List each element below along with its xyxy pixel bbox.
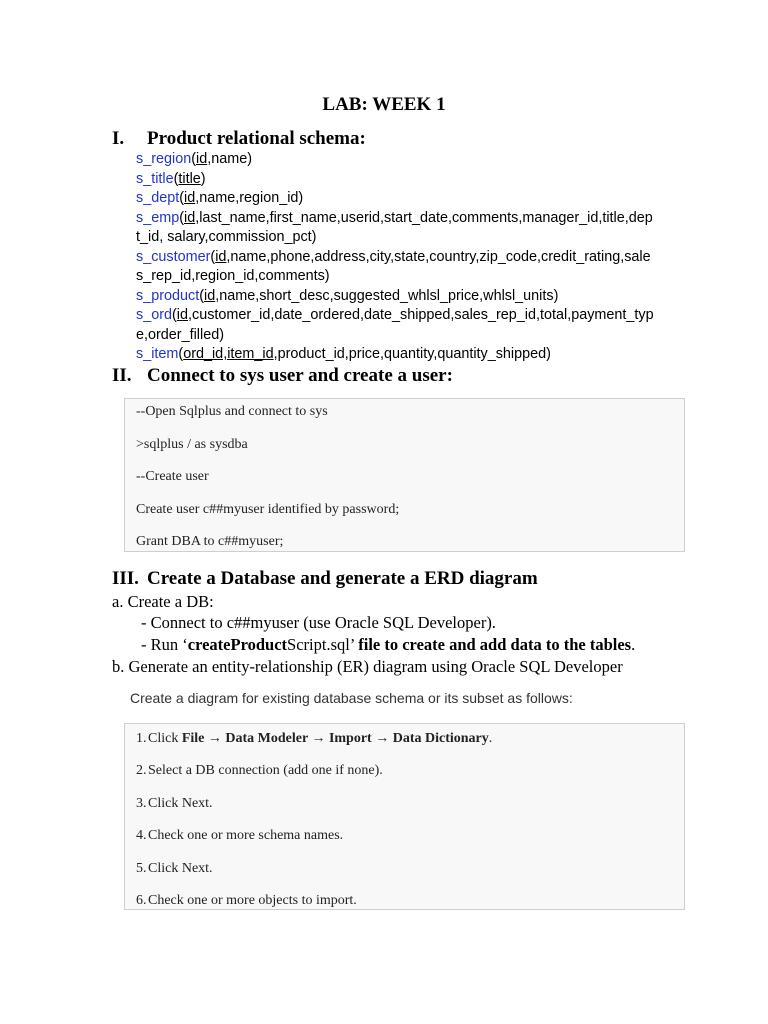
diagram-note: Create a diagram for existing database schema or its subset as follows: xyxy=(130,690,573,706)
step-text: Click Next. xyxy=(148,861,213,876)
columns: ,last_name,first_name,userid,start_date,comments,manager_id,title,dep xyxy=(195,209,653,226)
primary-key: ord_id,item_id xyxy=(183,346,274,362)
step-a2-prefix: - Run ‘ xyxy=(141,635,188,654)
code-line: >sqlplus / as sysdba xyxy=(136,437,248,452)
primary-key: id xyxy=(176,307,188,323)
section-heading-1 xyxy=(112,128,366,150)
section-title: Create a Database and generate a ERD diagram xyxy=(147,568,538,589)
schema-line-s-item: s_item(ord_id,item_id,product_id,price,quantity,quantity_shipped) xyxy=(136,346,551,362)
step-number: 3. xyxy=(136,796,147,811)
primary-key: id xyxy=(204,287,216,304)
section-title: Connect to sys user and create a user: xyxy=(147,365,453,386)
table-name: s_product xyxy=(136,287,200,304)
step-text: Check one or more objects to import. xyxy=(148,893,357,908)
section-number: III. xyxy=(112,568,139,589)
schema-line-continuation: s_rep_id,region_id,comments) xyxy=(136,268,330,284)
section-number: II. xyxy=(112,365,132,386)
columns: ,name) xyxy=(207,151,252,167)
table-name: s_dept xyxy=(136,190,180,206)
schema-line-s-customer: s_customer(id,name,phone,address,city,state,country,zip_code,credit_rating,sale xyxy=(136,248,651,265)
schema-line-s-ord: s_ord(id,customer_id,date_ordered,date_shipped,sales_rep_id,total,payment_typ xyxy=(136,307,654,323)
schema-line-s-region: s_region(id,name) xyxy=(136,151,252,167)
columns: ,name,phone,address,city,state,country,zip_code,credit_rating,sale xyxy=(226,248,651,265)
steps-box xyxy=(124,723,685,910)
step-a2 xyxy=(141,635,635,655)
page-title: LAB: WEEK 1 xyxy=(322,94,446,115)
step-suffix: . xyxy=(488,731,493,746)
table-name: s_emp xyxy=(136,209,180,226)
step-a-label: a. Create a DB: xyxy=(112,592,214,611)
primary-key: id xyxy=(184,209,196,226)
code-line: Grant DBA to c##myuser; xyxy=(136,534,284,549)
table-name: s_title xyxy=(136,170,174,187)
step-text: Click xyxy=(148,731,182,746)
step-a2-end: . xyxy=(631,635,636,654)
step-text: Click Next. xyxy=(148,796,213,811)
step-line-2 xyxy=(136,763,383,779)
step-b-label: b. Generate an entity-relationship (ER) diagram using Oracle SQL Developer xyxy=(112,657,623,676)
table-name: s_region xyxy=(136,151,192,167)
step-number: 4. xyxy=(136,828,147,843)
step-line-4 xyxy=(136,828,343,844)
table-name: s_ord xyxy=(136,307,172,323)
menu-path-bold: File → Data Modeler → Import → Data Dictionary xyxy=(181,731,489,746)
code-line: --Open Sqlplus and connect to sys xyxy=(136,404,328,419)
schema-line-s-title: s_title(title) xyxy=(136,170,206,187)
table-name: s_customer xyxy=(136,248,211,265)
step-a2-mid: Script.sql’ xyxy=(287,635,359,654)
schema-list xyxy=(136,150,681,365)
columns: ,name,region_id) xyxy=(195,190,304,206)
script-name-bold: createProduct xyxy=(187,635,288,654)
columns: ,name,short_desc,suggested_whlsl_price,whlsl_units) xyxy=(215,287,559,304)
columns: ,customer_id,date_ordered,date_shipped,sales_rep_id,total,payment_typ xyxy=(188,307,654,323)
schema-line-s-dept: s_dept(id,name,region_id) xyxy=(136,190,304,206)
step-a1: - Connect to c##myuser (use Oracle SQL Developer). xyxy=(141,613,496,632)
section-heading-3 xyxy=(112,568,538,590)
step-number: 1. xyxy=(136,731,147,746)
primary-key: title xyxy=(178,170,201,187)
section-title: Product relational schema: xyxy=(147,128,366,149)
primary-key: id xyxy=(184,190,196,206)
columns: ,product_id,price,quantity,quantity_shipped) xyxy=(273,346,551,362)
schema-line-s-product: s_product(id,name,short_desc,suggested_whlsl_price,whlsl_units) xyxy=(136,287,559,304)
step-text: Select a DB connection (add one if none). xyxy=(148,763,383,778)
primary-key: id xyxy=(196,151,208,167)
code-line: --Create user xyxy=(136,469,209,484)
step-line-3 xyxy=(136,796,213,812)
schema-line-continuation: t_id, salary,commission_pct) xyxy=(136,229,317,245)
table-name: s_item xyxy=(136,346,179,362)
step-number: 2. xyxy=(136,763,147,778)
columns: ) xyxy=(200,170,206,187)
step-number: 5. xyxy=(136,861,147,876)
step-line-1 xyxy=(136,731,492,747)
schema-line-s-emp: s_emp(id,last_name,first_name,userid,start_date,comments,manager_id,title,dep xyxy=(136,209,653,226)
step-line-5 xyxy=(136,861,213,877)
step-number: 6. xyxy=(136,893,147,908)
primary-key: id xyxy=(215,248,227,265)
section-number: I. xyxy=(112,128,125,149)
schema-line-continuation: e,order_filled) xyxy=(136,326,224,343)
code-line: Create user c##myuser identified by password; xyxy=(136,502,400,517)
connect-code-box xyxy=(124,398,685,552)
section-heading-2 xyxy=(112,365,453,387)
step-text: Check one or more schema names. xyxy=(148,828,344,843)
step-a2-tail: file to create and add data to the tables xyxy=(358,635,632,654)
step-line-6 xyxy=(136,893,357,909)
